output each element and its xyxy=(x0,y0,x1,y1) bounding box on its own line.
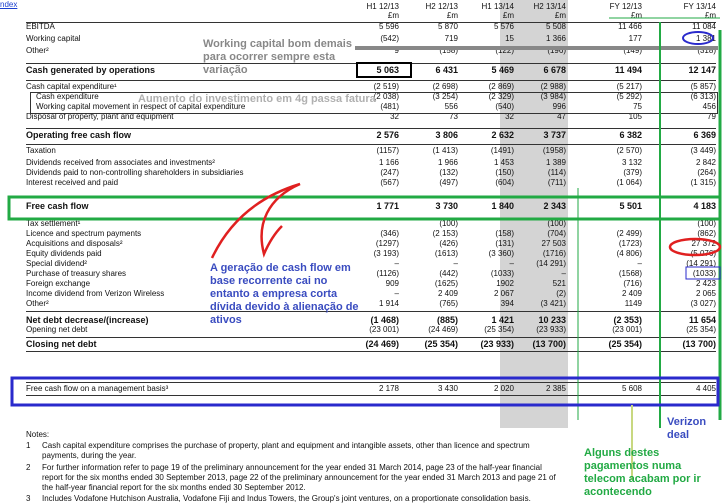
unit-label: £m xyxy=(387,11,399,20)
row-value: 1 421 xyxy=(491,315,514,325)
row-label: Free cash flow on a management basis³ xyxy=(26,384,169,393)
payments-annotation: Alguns destes pagamentos numa telecom acabam por ir acontecendo xyxy=(584,447,701,498)
row-value: 1 381 xyxy=(695,34,716,43)
row-value: (1625) xyxy=(434,279,458,288)
row-label: Interest received and paid xyxy=(26,178,119,187)
row-value: 12 147 xyxy=(688,65,716,75)
note-2-line-3: the half-year financial report for the six months ended 30 September 2012. xyxy=(42,483,306,492)
table-row xyxy=(0,249,728,259)
row-value: 1 166 xyxy=(378,158,399,167)
row-value: (100) xyxy=(547,219,566,228)
row-value: 177 xyxy=(628,34,642,43)
row-value: 2 385 xyxy=(545,384,566,393)
row-label: Acquisitions and disposals² xyxy=(26,239,123,248)
row-value: (318) xyxy=(697,46,716,55)
capex-annotation: Aumento do investimento em 4g passa fatura xyxy=(138,93,376,105)
row-value: (264) xyxy=(697,168,716,177)
row-value: – xyxy=(561,269,566,278)
row-value: 4 183 xyxy=(693,201,716,211)
index-link[interactable]: ndex xyxy=(0,0,18,9)
table-rule xyxy=(26,63,716,64)
row-value: 2 409 xyxy=(621,289,642,298)
row-value: (5 217) xyxy=(616,82,642,91)
row-value: (25 354) xyxy=(424,339,458,349)
row-value: (1491) xyxy=(490,146,514,155)
row-value: (158) xyxy=(495,229,514,238)
row-value: (2) xyxy=(556,289,566,298)
row-label: Working capital xyxy=(26,34,81,43)
row-value: 456 xyxy=(702,102,716,111)
row-value: 5 596 xyxy=(378,22,399,31)
row-label: Closing net debt xyxy=(26,339,97,349)
table-row xyxy=(0,229,728,239)
row-value: 27 372 xyxy=(691,239,716,248)
row-label: Free cash flow xyxy=(26,201,89,211)
row-value: (25 354) xyxy=(484,325,514,334)
table-row xyxy=(0,239,728,249)
row-value: (2 519) xyxy=(373,82,399,91)
note-2-line-2: report for the six months ended 30 September 2013, page 22 of the preliminary announcement for the year ended 31 March 2013 and page 21 of xyxy=(42,473,556,482)
row-value: (3 984) xyxy=(540,92,566,101)
row-value: (1126) xyxy=(376,269,399,278)
row-value: 9 xyxy=(394,46,399,55)
row-value: (3 421) xyxy=(540,299,566,308)
row-label: Operating free cash flow xyxy=(26,130,132,140)
row-label: Licence and spectrum payments xyxy=(26,229,142,238)
table-row xyxy=(0,22,728,32)
row-value: 1149 xyxy=(624,299,642,308)
row-label: Disposal of property, plant and equipment xyxy=(26,112,174,121)
row-value: 1 453 xyxy=(493,158,514,167)
row-value: (379) xyxy=(623,168,642,177)
row-value: (704) xyxy=(547,229,566,238)
period-header: H2 12/13 xyxy=(425,2,458,11)
row-value: (1 413) xyxy=(432,146,458,155)
row-value: 11 654 xyxy=(688,315,716,325)
table-row xyxy=(0,34,728,44)
row-value: (3 193) xyxy=(373,249,399,258)
row-value: (114) xyxy=(547,168,566,177)
row-value: (131) xyxy=(495,239,514,248)
row-value: (122) xyxy=(495,46,514,55)
row-value: (540) xyxy=(495,102,514,111)
row-value: (3 027) xyxy=(690,299,716,308)
row-value: 2 067 xyxy=(493,289,514,298)
row-value: 719 xyxy=(444,34,458,43)
row-value: (2 353) xyxy=(613,315,642,325)
row-value: (3 254) xyxy=(432,92,458,101)
unit-label: £m xyxy=(704,11,716,20)
row-value: (567) xyxy=(380,178,399,187)
table-row xyxy=(0,65,728,75)
row-value: 3 806 xyxy=(435,130,458,140)
row-value: (13 700) xyxy=(682,339,716,349)
row-value: – xyxy=(637,259,642,268)
row-value: 4 405 xyxy=(695,384,716,393)
row-value: (23 001) xyxy=(369,325,399,334)
row-value: (1033) xyxy=(490,269,514,278)
row-value: 5 501 xyxy=(619,201,642,211)
row-value: (1 315) xyxy=(690,178,716,187)
cash-flow-annotation: A geração de cash flow em base recorrente cai no entanto a empresa corta dívida devido à alienação de ativos xyxy=(210,262,359,326)
row-value: 1902 xyxy=(496,279,514,288)
table-rule xyxy=(26,382,716,383)
table-row xyxy=(0,201,728,211)
unit-label: £m xyxy=(630,11,642,20)
row-label: Purchase of treasury shares xyxy=(26,269,127,278)
row-value: (716) xyxy=(623,279,642,288)
row-value: 1 966 xyxy=(437,158,458,167)
table-rule xyxy=(26,22,716,23)
row-value: 2 020 xyxy=(493,384,514,393)
row-value: (2 153) xyxy=(432,229,458,238)
table-rule xyxy=(26,128,716,129)
row-value: 15 xyxy=(505,34,514,43)
row-value: 79 xyxy=(707,112,716,121)
note-1-line-1: Cash capital expenditure comprises the purchase of property, plant and equipment and intangible assets, other than licence and spectrum xyxy=(42,441,530,450)
row-value: (2 988) xyxy=(540,82,566,91)
period-header: FY 13/14 xyxy=(683,2,716,11)
row-value: (1723) xyxy=(618,239,642,248)
row-label: Special dividend² xyxy=(26,259,87,268)
table-row xyxy=(0,168,728,178)
row-value: (24 469) xyxy=(365,339,399,349)
row-value: (1157) xyxy=(376,146,399,155)
row-value: (3 360) xyxy=(488,249,514,258)
row-value: 2 632 xyxy=(491,130,514,140)
row-value: (1613) xyxy=(434,249,458,258)
row-value: (3 449) xyxy=(690,146,716,155)
row-label: Equity dividends paid xyxy=(26,249,102,258)
row-value: 5 608 xyxy=(621,384,642,393)
row-value: (1 064) xyxy=(616,178,642,187)
row-value: – xyxy=(509,259,514,268)
row-value: 11 466 xyxy=(618,22,642,31)
row-value: 47 xyxy=(557,112,566,121)
note-1-line-2: payments, during the year. xyxy=(42,451,137,460)
row-value: (100) xyxy=(697,219,716,228)
row-value: (711) xyxy=(547,178,566,187)
table-row xyxy=(0,46,728,56)
row-value: 1 771 xyxy=(376,201,399,211)
row-value: 11 494 xyxy=(614,65,642,75)
row-value: 11 084 xyxy=(692,22,716,31)
row-value: (765) xyxy=(439,299,458,308)
period-header: H2 13/14 xyxy=(533,2,566,11)
unit-label: £m xyxy=(502,11,514,20)
row-value: 2 065 xyxy=(695,289,716,298)
row-value: (158) xyxy=(439,46,458,55)
row-value: 5 508 xyxy=(545,22,566,31)
row-value: 75 xyxy=(633,102,642,111)
row-value: (1716) xyxy=(542,249,566,258)
row-value: 1 366 xyxy=(545,34,566,43)
table-row xyxy=(0,178,728,188)
note-2-line-1: For further information refer to page 19 of the preliminary announcement for the year ended 31 March 2014, page 23 of the half-year financial xyxy=(42,463,542,472)
row-value: (1297) xyxy=(375,239,399,248)
row-value: 2 409 xyxy=(437,289,458,298)
row-label: EBITDA xyxy=(26,22,55,31)
row-value: (2 329) xyxy=(488,92,514,101)
note-number-3: 3 xyxy=(26,494,31,503)
row-value: (2 869) xyxy=(488,82,514,91)
row-value: 27 503 xyxy=(541,239,566,248)
period-header: H1 12/13 xyxy=(366,2,399,11)
row-value: 3 430 xyxy=(437,384,458,393)
table-rule xyxy=(26,80,716,81)
row-value: 5 576 xyxy=(493,22,514,31)
notes-title: Notes: xyxy=(26,430,50,439)
row-value: (23 933) xyxy=(536,325,566,334)
row-label: Income dividend from Verizon Wireless xyxy=(26,289,165,298)
row-value: 32 xyxy=(390,112,399,121)
row-label: Taxation xyxy=(26,146,56,155)
row-value: 394 xyxy=(500,299,514,308)
row-value: (132) xyxy=(439,168,458,177)
note-number-1: 1 xyxy=(26,441,31,450)
row-label: Other² xyxy=(26,299,49,308)
row-value: (150) xyxy=(495,168,514,177)
row-value: 5 469 xyxy=(491,65,514,75)
table-rule xyxy=(26,395,716,396)
row-value: (14 291) xyxy=(686,259,716,268)
row-value: (25 354) xyxy=(608,339,642,349)
row-value: 2 842 xyxy=(695,158,716,167)
row-value: – xyxy=(394,259,399,268)
table-rule xyxy=(26,144,716,145)
row-label: Cash generated by operations xyxy=(26,65,156,75)
period-header: FY 12/13 xyxy=(609,2,642,11)
row-value: 6 431 xyxy=(435,65,458,75)
row-value: 6 369 xyxy=(693,130,716,140)
row-value: (604) xyxy=(495,178,514,187)
table-rule xyxy=(26,311,716,312)
row-value: 5 063 xyxy=(376,65,399,75)
table-row xyxy=(0,219,728,229)
unit-label: £m xyxy=(554,11,566,20)
row-label: Dividends paid to non-controlling shareholders in subsidiaries xyxy=(26,168,244,177)
row-label: Net debt decrease/(increase) xyxy=(26,315,149,325)
working-capital-annotation: Working capital bom demais para ocorrer sempre esta variação xyxy=(203,38,352,76)
row-value: (196) xyxy=(547,46,566,55)
table-rule xyxy=(26,351,716,352)
note-number-2: 2 xyxy=(26,463,31,472)
row-value: (1 468) xyxy=(370,315,399,325)
row-value: (1568) xyxy=(618,269,642,278)
row-value: (5 076) xyxy=(690,249,716,258)
verizon-annotation: Verizon deal xyxy=(667,416,707,441)
table-row xyxy=(0,130,728,140)
row-value: (2 038) xyxy=(373,92,399,101)
table-row xyxy=(0,339,728,349)
row-value: (24 469) xyxy=(428,325,458,334)
row-value: 3 132 xyxy=(621,158,642,167)
row-value: 521 xyxy=(552,279,566,288)
row-value: (4 806) xyxy=(616,249,642,258)
table-row xyxy=(0,158,728,168)
table-rule xyxy=(26,337,716,338)
row-value: 1 840 xyxy=(491,201,514,211)
row-value: 3 730 xyxy=(435,201,458,211)
unit-label: £m xyxy=(446,11,458,20)
row-value: (13 700) xyxy=(532,339,566,349)
table-row xyxy=(0,146,728,156)
row-value: (497) xyxy=(439,178,458,187)
row-value: 5 870 xyxy=(437,22,458,31)
row-label: Opening net debt xyxy=(26,325,88,334)
row-label: Working capital movement in respect of capital expenditure xyxy=(36,102,246,111)
row-value: 996 xyxy=(552,102,566,111)
table-row xyxy=(0,384,728,394)
row-value: 556 xyxy=(444,102,458,111)
row-value: (2 570) xyxy=(616,146,642,155)
period-header: H1 13/14 xyxy=(481,2,514,11)
row-value: 2 576 xyxy=(376,130,399,140)
row-value: (2 698) xyxy=(432,82,458,91)
row-value: (442) xyxy=(439,269,458,278)
row-value: 32 xyxy=(505,112,514,121)
note-3-line-1: Includes Vodafone Hutchison Australia, Vodafone Fiji and Indus Towers, the Group's joint ventures, on a proportionate consolidation basis. xyxy=(42,494,531,503)
row-value: 2 343 xyxy=(543,201,566,211)
row-label: Cash capital expenditure¹ xyxy=(26,82,117,91)
row-value: (5 857) xyxy=(690,82,716,91)
table-row xyxy=(0,82,728,92)
row-value: (2 499) xyxy=(616,229,642,238)
row-value: (25 354) xyxy=(686,325,716,334)
row-value: – xyxy=(453,259,458,268)
row-label: Cash expenditure xyxy=(36,92,99,101)
row-value: – xyxy=(394,289,399,298)
row-value: 10 233 xyxy=(538,315,566,325)
row-value: (149) xyxy=(623,46,642,55)
row-value: (23 933) xyxy=(480,339,514,349)
row-value: 73 xyxy=(449,112,458,121)
row-value: 2 423 xyxy=(695,279,716,288)
row-value: (247) xyxy=(380,168,399,177)
row-value: (481) xyxy=(380,102,399,111)
row-value: 105 xyxy=(628,112,642,121)
row-value: (426) xyxy=(439,239,458,248)
row-value: (23 001) xyxy=(612,325,642,334)
row-value: (14 291) xyxy=(536,259,566,268)
row-value: (5 292) xyxy=(616,92,642,101)
row-value: 6 678 xyxy=(543,65,566,75)
row-label: Dividends received from associates and investments² xyxy=(26,158,215,167)
row-label: Foreign exchange xyxy=(26,279,91,288)
row-value: (862) xyxy=(697,229,716,238)
row-value: 6 382 xyxy=(619,130,642,140)
row-label: Other² xyxy=(26,46,49,55)
row-value: 909 xyxy=(385,279,399,288)
row-value: 1 914 xyxy=(378,299,399,308)
row-value: (1958) xyxy=(542,146,566,155)
row-value: (885) xyxy=(436,315,458,325)
row-value: (542) xyxy=(380,34,399,43)
row-label: Tax settlement¹ xyxy=(26,219,81,228)
row-value: 2 178 xyxy=(378,384,399,393)
row-value: 3 737 xyxy=(543,130,566,140)
row-value: (1033) xyxy=(692,269,716,278)
row-value: (346) xyxy=(380,229,399,238)
row-value: (6 313) xyxy=(690,92,716,101)
row-value: (100) xyxy=(439,219,458,228)
row-value: 1 389 xyxy=(545,158,566,167)
